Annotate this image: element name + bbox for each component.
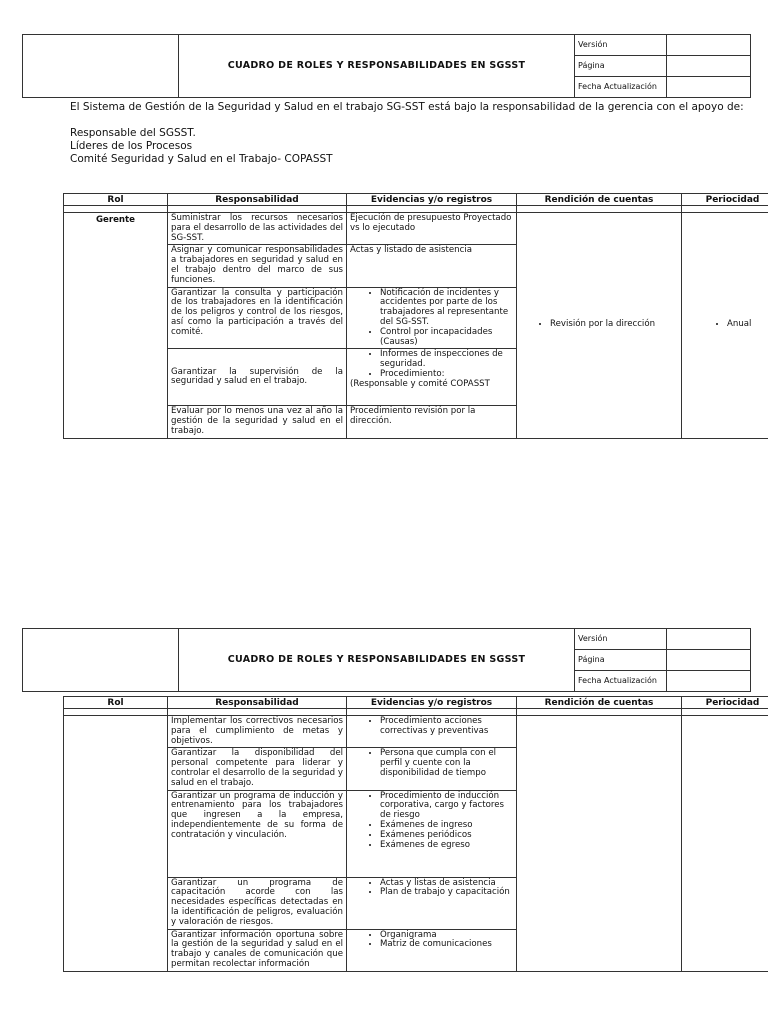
- role-cell: Gerente: [64, 213, 168, 439]
- document-header-2: [22, 628, 751, 692]
- evidence-item: • Exámenes de egreso: [380, 841, 513, 851]
- table-row: [64, 716, 768, 748]
- logo-cell: [23, 35, 179, 98]
- periocidad-cell: [682, 716, 768, 972]
- intro-item: Comité Seguridad y Salud en el Trabajo- COPASST: [70, 153, 333, 165]
- evidence-item: • Procedimiento acciones correctivas y preventivas: [380, 717, 513, 737]
- evidence-cell: Ejecución de presupuesto Proyectado vs lo ejecutado: [347, 213, 517, 245]
- version-label: Versión: [575, 35, 667, 56]
- evidence-cell: [347, 877, 517, 929]
- rendicion-item: • Revisión por la dirección: [550, 320, 678, 330]
- responsibility-cell: Garantizar un programa de inducción y entrenamiento para los trabajadores que ingresen a la empresa, independientemente de su forma de contratación y vinculación.: [168, 790, 347, 877]
- evidence-cell: Actas y listado de asistencia: [347, 245, 517, 287]
- evidence-item: • Notificación de incidentes y accidentes por parte de los trabajadores al representante del SG-SST.: [380, 289, 513, 328]
- evidence-item: • Procedimiento:: [380, 370, 513, 380]
- role-cell: [64, 716, 168, 972]
- document-title: CUADRO DE ROLES Y RESPONSABILIDADES EN SGSST: [179, 35, 575, 98]
- col-periocidad: Periocidad: [682, 697, 768, 709]
- evidence-item: • Persona que cumpla con el perfil y cuente con la disponibilidad de tiempo: [380, 749, 513, 778]
- evidence-cell: [347, 929, 517, 971]
- page-value: [667, 650, 751, 671]
- col-rol: Rol: [64, 194, 168, 206]
- col-responsabilidad: Responsabilidad: [168, 697, 347, 709]
- periocidad-item: • Anual: [727, 320, 768, 330]
- page-label: Página: [575, 56, 667, 77]
- evidence-cell: [347, 287, 517, 349]
- periocidad-cell: [682, 213, 768, 439]
- intro-item: Responsable del SGSST.: [70, 127, 196, 139]
- responsibility-cell: Asignar y comunicar responsabilidades a trabajadores en seguridad y salud en el trabajo dentro del marco de sus funciones.: [168, 245, 347, 287]
- version-label: Versión: [575, 629, 667, 650]
- col-rendicion: Rendición de cuentas: [517, 697, 682, 709]
- document-title: CUADRO DE ROLES Y RESPONSABILIDADES EN SGSST: [179, 629, 575, 692]
- intro-paragraph: El Sistema de Gestión de la Seguridad y Salud en el trabajo SG-SST está bajo la responsabilidad de la gerencia con el apoyo de:: [70, 101, 744, 113]
- evidence-note: (Responsable y comité COPASST: [350, 378, 490, 389]
- intro-section: [70, 101, 756, 166]
- spacer-row: [64, 709, 768, 716]
- evidence-item: • Exámenes de ingreso: [380, 821, 513, 831]
- page-value: [667, 56, 751, 77]
- table-header-row: [64, 194, 768, 206]
- evidence-item: • Actas y listas de asistencia: [380, 879, 513, 889]
- date-label: Fecha Actualización: [575, 77, 667, 98]
- evidence-cell: [347, 716, 517, 748]
- rendicion-cell: [517, 213, 682, 439]
- evidence-item: • Plan de trabajo y capacitación: [380, 888, 513, 898]
- col-periocidad: Periocidad: [682, 194, 768, 206]
- col-rol: Rol: [64, 697, 168, 709]
- evidence-cell: Procedimiento revisión por la dirección.: [347, 406, 517, 438]
- responsibility-cell: Garantizar la disponibilidad del personal competente para liderar y controlar el desarrollo de la seguridad y salud en el trabajo.: [168, 748, 347, 790]
- evidence-item: • Procedimiento de inducción corporativa, cargo y factores de riesgo: [380, 792, 513, 821]
- responsibility-cell: Garantizar la consulta y participación de los trabajadores en la identificación de los peligros y control de los riesgos, así como la participación a través del comité.: [168, 287, 347, 349]
- roles-table-1: [63, 193, 768, 439]
- evidence-cell: [347, 349, 517, 406]
- date-label: Fecha Actualización: [575, 671, 667, 692]
- evidence-item: • Exámenes periódicos: [380, 831, 513, 841]
- rendicion-cell: [517, 716, 682, 972]
- evidence-item: • Matriz de comunicaciones: [380, 940, 513, 950]
- document-header-1: [22, 34, 751, 98]
- evidence-item: • Control por incapacidades (Causas): [380, 328, 513, 348]
- table-header-row: [64, 697, 768, 709]
- date-value: [667, 77, 751, 98]
- table-row: [64, 213, 768, 245]
- page-label: Página: [575, 650, 667, 671]
- col-responsabilidad: Responsabilidad: [168, 194, 347, 206]
- col-evidencias: Evidencias y/o registros: [347, 194, 517, 206]
- version-value: [667, 35, 751, 56]
- date-value: [667, 671, 751, 692]
- responsibility-cell: Evaluar por lo menos una vez al año la gestión de la seguridad y salud en el trabajo.: [168, 406, 347, 438]
- spacer-row: [64, 206, 768, 213]
- version-value: [667, 629, 751, 650]
- col-evidencias: Evidencias y/o registros: [347, 697, 517, 709]
- evidence-cell: [347, 748, 517, 790]
- col-rendicion: Rendición de cuentas: [517, 194, 682, 206]
- intro-list: [70, 127, 756, 166]
- responsibility-cell: Implementar los correctivos necesarios para el cumplimiento de metas y objetivos.: [168, 716, 347, 748]
- evidence-item: • Organigrama: [380, 931, 513, 941]
- responsibility-cell: Garantizar información oportuna sobre la gestión de la seguridad y salud en el trabajo y canales de comunicación que permitan recolectar información: [168, 929, 347, 971]
- roles-table-2: [63, 696, 768, 972]
- evidence-item: • Informes de inspecciones de seguridad.: [380, 350, 513, 370]
- responsibility-cell: Suministrar los recursos necesarios para el desarrollo de las actividades del SG-SST.: [168, 213, 347, 245]
- evidence-cell: [347, 790, 517, 877]
- responsibility-cell: Garantizar un programa de capacitación acorde con las necesidades específicas detectadas en la identificación de peligros, evaluación y valoración de riesgos.: [168, 877, 347, 929]
- logo-cell: [23, 629, 179, 692]
- intro-item: Líderes de los Procesos: [70, 140, 193, 152]
- responsibility-cell: Garantizar la supervisión de la seguridad y salud en el trabajo.: [168, 349, 347, 406]
